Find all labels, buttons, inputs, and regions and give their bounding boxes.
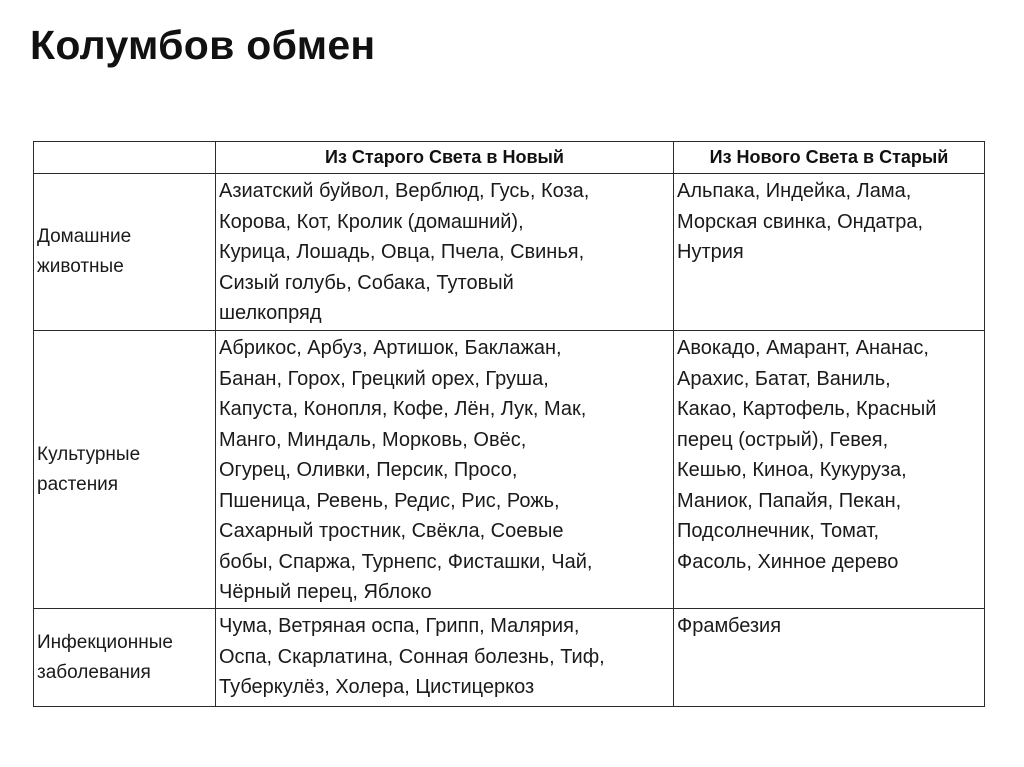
old-to-new-cell: Азиатский буйвол, Верблюд, Гусь, Коза, Корова, Кот, Кролик (домашний), Курица, Лошадь, Овца, Пчела, Свинья, Сизый голубь, Собака, Тутовый шелкопряд [216, 174, 674, 331]
category-cell: Инфекционные заболевания [34, 609, 216, 707]
table-row-diseases [34, 609, 985, 707]
old-to-new-cell: Чума, Ветряная оспа, Грипп, Малярия, Оспа, Скарлатина, Сонная болезнь, Тиф, Туберкулёз, Холера, Цистицеркоз [216, 609, 674, 707]
table-row-domestic-animals [34, 174, 985, 331]
new-to-old-cell: Альпака, Индейка, Лама, Морская свинка, Ондатра, Нутрия [674, 174, 985, 331]
new-to-old-cell: Авокадо, Амарант, Ананас, Арахис, Батат, Ваниль, Какао, Картофель, Красный перец (острый), Гевея, Кешью, Киноа, Кукуруза, Маниок, Папайя, Пекан, Подсолнечник, Томат, Фасоль, Хинное дерево [674, 331, 985, 609]
category-cell: Домашние животные [34, 174, 216, 331]
category-cell: Культурные растения [34, 331, 216, 609]
header-category [34, 142, 216, 174]
page-title: Колумбов обмен [30, 22, 376, 68]
header-old-to-new: Из Старого Света в Новый [216, 142, 674, 174]
columbian-exchange-table [33, 141, 985, 707]
header-new-to-old: Из Нового Света в Старый [674, 142, 985, 174]
new-to-old-cell: Фрамбезия [674, 609, 985, 707]
table-row-crops [34, 331, 985, 609]
table-header-row [34, 142, 985, 174]
old-to-new-cell: Абрикос, Арбуз, Артишок, Баклажан, Банан, Горох, Грецкий орех, Груша, Капуста, Конопля, Кофе, Лён, Лук, Мак, Манго, Миндаль, Морковь, Овёс, Огурец, Оливки, Персик, Просо, Пшеница, Ревень, Редис, Рис, Рожь, Сахарный тростник, Свёкла, Соевые бобы, Спаржа, Турнепс, Фисташки, Чай, Чёрный перец, Яблоко [216, 331, 674, 609]
